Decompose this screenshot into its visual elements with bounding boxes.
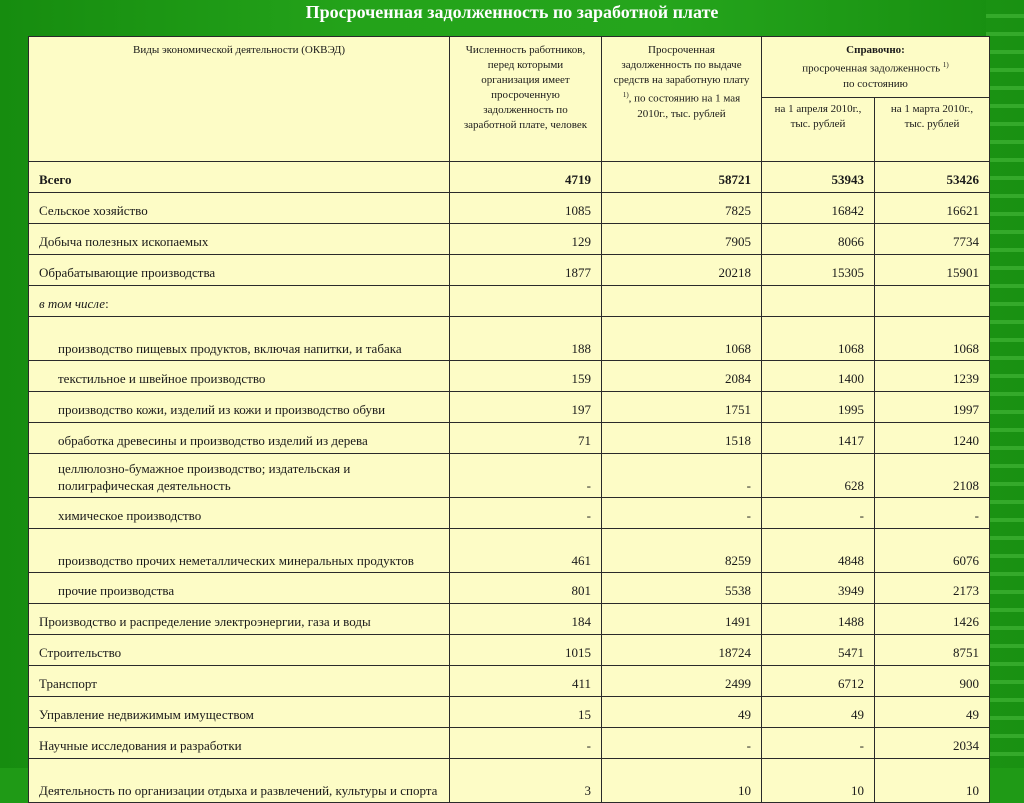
row-label: Производство и распределение электроэнергии, газа и воды: [29, 604, 450, 635]
arrears-table-container: [28, 36, 989, 803]
cell-arrears-may: [602, 286, 762, 317]
row-label: [29, 286, 450, 317]
cell-arrears-march: 1997: [875, 392, 990, 423]
cell-arrears-may: 5538: [602, 573, 762, 604]
row-label: Сельское хозяйство: [29, 193, 450, 224]
header-arrears-may: [602, 37, 762, 162]
cell-arrears-may: 1751: [602, 392, 762, 423]
cell-arrears-march: 1068: [875, 317, 990, 361]
cell-workers: -: [450, 728, 602, 759]
cell-workers: 15: [450, 697, 602, 728]
cell-workers: 3: [450, 759, 602, 803]
cell-workers: 1085: [450, 193, 602, 224]
row-label: текстильное и швейное производство: [29, 361, 450, 392]
cell-arrears-april: 1068: [762, 317, 875, 361]
cell-workers: 188: [450, 317, 602, 361]
cell-arrears-may: 7905: [602, 224, 762, 255]
header-activity: Виды экономической деятельности (ОКВЭД): [29, 37, 450, 162]
cell-arrears-march: [875, 286, 990, 317]
cell-arrears-april: 628: [762, 454, 875, 498]
row-label: Научные исследования и разработки: [29, 728, 450, 759]
row-label: производство прочих неметаллических минеральных продуктов: [29, 529, 450, 573]
page-title: Просроченная задолженность по заработной плате: [305, 2, 719, 22]
table-row: [29, 317, 990, 361]
table-row: [29, 255, 990, 286]
cell-workers: 411: [450, 666, 602, 697]
cell-workers: 1877: [450, 255, 602, 286]
table-row: [29, 697, 990, 728]
cell-workers: 4719: [450, 162, 602, 193]
header-arrears-text-b: , по состоянию на 1 мая 2010г., тыс. рублей: [628, 92, 741, 120]
table-row: [29, 728, 990, 759]
header-april: на 1 апреля 2010г., тыс. рублей: [762, 98, 875, 162]
row-label-suffix: :: [105, 296, 109, 311]
cell-arrears-march: 8751: [875, 635, 990, 666]
header-reference-title: Справочно:: [846, 44, 905, 56]
row-label: Обрабатывающие производства: [29, 255, 450, 286]
row-label: Всего: [29, 162, 450, 193]
cell-arrears-may: 1491: [602, 604, 762, 635]
cell-arrears-april: 1488: [762, 604, 875, 635]
cell-arrears-may: -: [602, 498, 762, 529]
cell-arrears-may: 49: [602, 697, 762, 728]
cell-arrears-march: 2108: [875, 454, 990, 498]
cell-arrears-march: 1240: [875, 423, 990, 454]
table-row: [29, 604, 990, 635]
cell-arrears-april: 15305: [762, 255, 875, 286]
cell-workers: 1015: [450, 635, 602, 666]
cell-arrears-march: 7734: [875, 224, 990, 255]
table-row: [29, 423, 990, 454]
row-label: химическое производство: [29, 498, 450, 529]
table-row: [29, 635, 990, 666]
table-body: [29, 162, 990, 803]
row-label: Деятельность по организации отдыха и развлечений, культуры и спорта: [29, 759, 450, 803]
cell-workers: 801: [450, 573, 602, 604]
cell-workers: 71: [450, 423, 602, 454]
table-row: [29, 193, 990, 224]
cell-arrears-april: 8066: [762, 224, 875, 255]
row-label: целлюлозно-бумажное производство; издательская и полиграфическая деятельность: [29, 454, 450, 498]
cell-arrears-march: 2173: [875, 573, 990, 604]
cell-arrears-may: 1518: [602, 423, 762, 454]
row-label: Строительство: [29, 635, 450, 666]
table-row: [29, 498, 990, 529]
cell-workers: 197: [450, 392, 602, 423]
cell-arrears-may: 58721: [602, 162, 762, 193]
row-label: производство кожи, изделий из кожи и производство обуви: [29, 392, 450, 423]
cell-arrears-april: 1400: [762, 361, 875, 392]
cell-arrears-april: 1995: [762, 392, 875, 423]
cell-arrears-may: -: [602, 454, 762, 498]
table-row: [29, 162, 990, 193]
decorative-stripes: [986, 0, 1024, 768]
cell-arrears-march: 15901: [875, 255, 990, 286]
cell-arrears-may: 2499: [602, 666, 762, 697]
cell-workers: [450, 286, 602, 317]
cell-arrears-may: 7825: [602, 193, 762, 224]
cell-workers: 129: [450, 224, 602, 255]
header-reference-text2: по состоянию: [843, 77, 908, 90]
table-row: [29, 454, 990, 498]
arrears-table: [28, 36, 990, 803]
cell-arrears-march: 1426: [875, 604, 990, 635]
cell-arrears-march: 16621: [875, 193, 990, 224]
row-label: обработка древесины и производство изделий из дерева: [29, 423, 450, 454]
cell-arrears-march: 2034: [875, 728, 990, 759]
header-reference-text: просроченная задолженность: [802, 62, 941, 75]
header-arrears-text-a: Просроченная задолженность по выдаче средств на заработную плату: [613, 44, 750, 86]
cell-arrears-april: [762, 286, 875, 317]
cell-arrears-may: 2084: [602, 361, 762, 392]
header-march: на 1 марта 2010г., тыс. рублей: [875, 98, 990, 162]
cell-arrears-april: 4848: [762, 529, 875, 573]
cell-arrears-april: 10: [762, 759, 875, 803]
cell-arrears-may: 20218: [602, 255, 762, 286]
cell-workers: -: [450, 498, 602, 529]
cell-arrears-april: -: [762, 728, 875, 759]
cell-workers: 184: [450, 604, 602, 635]
header-reference: [762, 37, 990, 98]
table-row: [29, 361, 990, 392]
cell-arrears-may: 8259: [602, 529, 762, 573]
cell-arrears-april: -: [762, 498, 875, 529]
cell-arrears-may: -: [602, 728, 762, 759]
header-reference-footnote: 1): [942, 61, 949, 69]
cell-arrears-may: 10: [602, 759, 762, 803]
cell-arrears-march: 49: [875, 697, 990, 728]
row-label: прочие производства: [29, 573, 450, 604]
row-label: Транспорт: [29, 666, 450, 697]
table-row: [29, 392, 990, 423]
row-label: Управление недвижимым имуществом: [29, 697, 450, 728]
cell-arrears-april: 49: [762, 697, 875, 728]
cell-workers: 159: [450, 361, 602, 392]
cell-arrears-april: 5471: [762, 635, 875, 666]
cell-arrears-march: -: [875, 498, 990, 529]
row-label-text: в том числе: [39, 296, 106, 311]
cell-arrears-april: 53943: [762, 162, 875, 193]
table-row: [29, 759, 990, 803]
cell-arrears-march: 53426: [875, 162, 990, 193]
cell-arrears-april: 3949: [762, 573, 875, 604]
table-row: [29, 286, 990, 317]
row-label: производство пищевых продуктов, включая напитки, и табака: [29, 317, 450, 361]
cell-arrears-may: 18724: [602, 635, 762, 666]
cell-arrears-march: 900: [875, 666, 990, 697]
row-label: Добыча полезных ископаемых: [29, 224, 450, 255]
cell-arrears-april: 1417: [762, 423, 875, 454]
cell-workers: 461: [450, 529, 602, 573]
header-workers: [450, 37, 602, 162]
table-row: [29, 573, 990, 604]
cell-arrears-april: 16842: [762, 193, 875, 224]
table-row: [29, 224, 990, 255]
cell-arrears-march: 1239: [875, 361, 990, 392]
header-arrears-footnote: 1): [622, 91, 629, 99]
cell-arrears-march: 6076: [875, 529, 990, 573]
cell-workers: -: [450, 454, 602, 498]
cell-arrears-may: 1068: [602, 317, 762, 361]
table-row: [29, 529, 990, 573]
cell-arrears-march: 10: [875, 759, 990, 803]
table-row: [29, 666, 990, 697]
cell-arrears-april: 6712: [762, 666, 875, 697]
header-workers-text: Численность работников, перед которыми организация имеет просроченную задолженность по заработной плате, человек: [463, 44, 588, 131]
